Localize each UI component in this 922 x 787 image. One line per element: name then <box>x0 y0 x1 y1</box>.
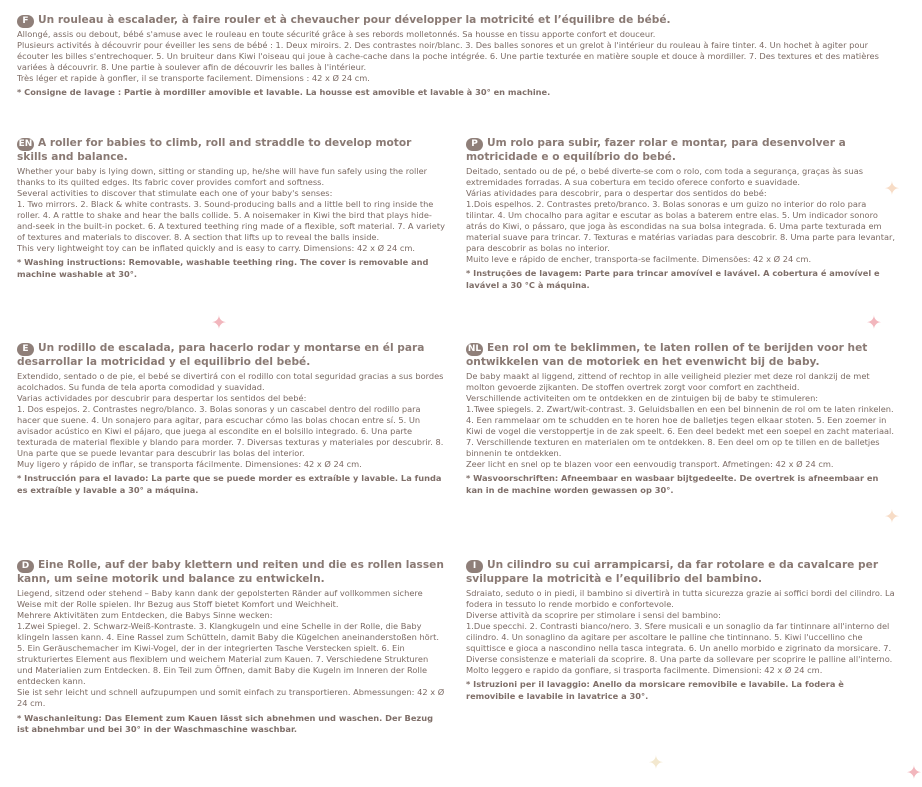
language-badge: D <box>17 560 34 573</box>
language-badge: I <box>466 560 483 573</box>
section-spanish <box>17 342 445 497</box>
section-title <box>17 342 445 370</box>
section-french <box>17 14 897 99</box>
body-paragraph: Muito leve e rápido de encher, transporta-se facilmente. Dimensões: 42 x Ø 24 cm. <box>466 254 812 265</box>
language-badge: P <box>466 138 483 151</box>
body-paragraph: Deitado, sentado ou de pé, o bebé diverte-se com o rolo, com toda a segurança, graças às suas extremidades forradas. A sua cobertura em tecido oferece conforto e suavidade. <box>466 165 864 187</box>
section-english <box>17 137 445 280</box>
section-title-text: Un cilindro su cui arrampicarsi, da far rotolare e da cavalcare per sviluppare la motricità e l’equilibrio del bambino. <box>466 559 879 585</box>
section-title <box>466 559 896 587</box>
section-body <box>17 29 897 84</box>
section-title <box>17 137 445 165</box>
section-title-text: Un rodillo de escalada, para hacerlo rodar y montarse en él para desarrollar la motricidad y el equilibrio del bebé. <box>17 342 425 368</box>
section-title-text: A roller for babies to climb, roll and straddle to develop motor skills and balance. <box>17 137 412 163</box>
body-paragraph: 1.Twee spiegels. 2. Zwart/wit-contrast. 3. Geluidsballen en een bel binnenin de rol om te laten rinkelen. 4. Een rammelaar om te schudden en te horen hoe de balletjes tegen elkaar stoten. 5. Een zoemer in Kiwi de vogel die verstoppertje in de zak speelt. 6. Een deel bedekt met een soepel en zacht materiaal. 7. Verschillende texturen en materialen om te ontdekken. 8. Een deel om op te tillen en de balletjes binnenin te ontdekken. <box>466 403 894 459</box>
body-paragraph: Muy ligero y rápido de inflar, se transporta fácilmente. Dimensiones: 42 x Ø 24 cm. <box>17 459 362 470</box>
washing-instructions: * Waschanleitung: Das Element zum Kauen lässt sich abnehmen und waschen. Der Bezug ist abnehmbar und bei 30° in der Waschmaschine waschbar. <box>17 712 434 735</box>
star-decoration-icon: ✦ <box>884 178 900 200</box>
washing-instructions: * Istruzioni per il lavaggio: Anello da morsicare removibile e lavabile. La fodera è removibile e lavabile in lavatrice a 30°. <box>466 679 844 701</box>
body-paragraph: Whether your baby is lying down, sitting or standing up, he/she will have fun safely using the roller thanks to its quilted edges. Its fabric cover provides comfort and softness. <box>17 165 428 187</box>
section-body <box>17 371 445 471</box>
body-paragraph: Plusieurs activités à découvrir pour éveiller les sens de bébé : 1. Deux miroirs. 2. Des contrastes noir/blanc. 3. Des balles sonores et un grelot à l'intérieur du rouleau à faire tinter. 4. Un hochet à agiter pour écouter les billes s'entrechoquer. 5. Un bruiteur dans Kiwi l'oiseau qui joue à cache-cache dans la poche intégrée. 6. Une partie texturée en matière souple et douce à mordiller. 7. Des textures et des matières variées à découvrir. 8. Une partie à soulever afin de découvrir les balles à l'intérieur. <box>17 40 879 73</box>
section-body <box>17 166 445 255</box>
body-paragraph: Mehrere Aktivitäten zum Entdecken, die Babys Sinne wecken: <box>17 609 273 620</box>
washing-instructions: * Washing instructions: Removable, washable teething ring. The cover is removable and machine washable at 30°. <box>17 257 429 279</box>
body-paragraph: Varias actividades por descubrir para despertar los sentidos del bebé: <box>17 392 307 403</box>
section-italian <box>466 559 896 702</box>
language-badge: NL <box>467 344 482 354</box>
body-paragraph: This very lightweight toy can be inflated quickly and is easy to carry. Dimensions: 42 x Ø 24 cm. <box>17 243 416 254</box>
body-paragraph: Zeer licht en snel op te blazen voor een eenvoudig transport. Afmetingen: 42 x Ø 24 cm. <box>466 459 834 470</box>
section-body <box>17 588 445 710</box>
star-decoration-icon: ✦ <box>648 752 664 774</box>
washing-instructions: * Instrucción para el lavado: La parte que se puede morder es extraíble y lavable. La funda es extraíble y lavable a 30° a máquina. <box>17 473 442 495</box>
body-paragraph: Diverse attività da scoprire per stimolare i sensi del bambino: <box>466 609 721 620</box>
body-paragraph: De baby maakt al liggend, zittend of rechtop in alle veiligheid plezier met deze rol dankzij de met molton gevoerde zijkanten. De stoffen overtrek zorgt voor comfort en zachtheid. <box>466 370 870 392</box>
washing-instructions: * Consigne de lavage : Partie à mordiller amovible et lavable. La housse est amovible et lavable à 30° en machine. <box>17 87 551 98</box>
section-dutch <box>466 342 896 497</box>
section-title <box>466 342 896 370</box>
body-paragraph: 1.Dois espelhos. 2. Contrastes preto/branco. 3. Bolas sonoras e um guizo no interior do rolo para tilintar. 4. Um chocalho para agitar e escutar as bolas a baterem entre elas. 5. Um indicador sonoro atrás do Kiwi, o pássaro, que joga às escondidas na sua bolsa integrada. 6. Uma parte texturada em material suave para trincar. 7. Texturas e matérias variadas para descobrir. 8. Uma parte para levantar, para descobrir as bolas no interior. <box>466 198 896 254</box>
section-german <box>17 559 445 736</box>
star-decoration-icon: ✦ <box>906 762 922 784</box>
body-paragraph: Sdraiato, seduto o in piedi, il bambino si divertirà in tutta sicurezza grazie ai soffici bordi del cilindro. La fodera in tessuto lo rende morbido e confortevole. <box>466 587 895 609</box>
section-title <box>17 14 897 28</box>
body-paragraph: 1.Zwei Spiegel. 2. Schwarz-Weiß-Kontraste. 3. Klangkugeln und eine Schelle in der Rolle, die Baby klingeln lassen kann. 4. Eine Rassel zum Schütteln, damit Baby die Kügelchen aneinanderstoßen hört. 5. Ein Geräuschemacher im Kiwi-Vogel, der in der integrierten Tasche Verstecken spielt. 6. Ein strukturiertes Element aus flexiblem und weichem Material zum Kauen. 7. Verschiedene Strukturen und Materialien zum Entdecken. 8. Ein Teil zum Öffnen, damit Baby die Kugeln im Inneren der Rolle entdecken kann. <box>17 620 439 687</box>
section-title <box>17 559 445 587</box>
body-paragraph: Várias atividades para descobrir, para o despertar dos sentidos do bebé: <box>466 187 767 198</box>
section-title-text: Een rol om te beklimmen, te laten rollen of te berijden voor het ontwikkelen van de motoriek en het evenwicht bij de baby. <box>466 342 868 368</box>
star-decoration-icon: ✦ <box>884 506 900 528</box>
language-badge: EN <box>18 139 33 149</box>
section-portuguese <box>466 137 896 292</box>
washing-instructions: * Instruções de lavagem: Parte para trincar amovível e lavável. A cobertura é amovível e lavável a 30 °C à máquina. <box>466 268 880 290</box>
body-paragraph: Sie ist sehr leicht und schnell aufzupumpen und somit einfach zu transportieren. Abmessungen: 42 x Ø 24 cm. <box>17 687 445 709</box>
body-paragraph: Several activities to discover that stimulate each one of your baby's senses: <box>17 187 333 198</box>
language-badge: E <box>17 343 34 356</box>
body-paragraph: Molto leggero e rapido da gonfiare, si trasporta facilmente. Dimensioni: 42 x Ø 24 cm. <box>466 665 823 676</box>
section-title-text: Eine Rolle, auf der baby klettern und reiten und die es rollen lassen kann, um seine motorik und balance zu entwickeln. <box>17 559 444 585</box>
body-paragraph: 1. Two mirrors. 2. Black & white contrasts. 3. Sound-producing balls and a little bell to ring inside the roller. 4. A rattle to shake and hear the balls collide. 5. A noisemaker in Kiwi the bird that plays hide-and-seek in the built-in pocket. 6. A textured teething ring made of a flexible, soft material. 7. A variety of textures and materials to discover. 8. A section that lifts up to reveal the balls inside. <box>17 198 445 243</box>
washing-instructions: * Wasvoorschriften: Afneembaar en wasbaar bijtgedeelte. De overtrek is afneembaar en kan in de machine worden gewassen op 30°. <box>466 473 879 495</box>
star-decoration-icon: ✦ <box>211 312 227 334</box>
section-body <box>466 371 896 471</box>
body-paragraph: Allongé, assis ou debout, bébé s'amuse avec le rouleau en toute sécurité grâce à ses rebords molletonnés. Sa housse en tissu apporte confort et douceur. <box>17 29 656 39</box>
body-paragraph: 1. Dos espejos. 2. Contrastes negro/blanco. 3. Bolas sonoras y un cascabel dentro del rodillo para hacer que suene. 4. Un sonajero para agitar, para escuchar cómo las bolas chocan entre sí. 5. Un avisador acústico en Kiwi el pájaro, que juega al escondite en el bolsillo integrado. 6. Una parte texturada de material flexible y blando para morder. 7. Diversas texturas y materiales por descubrir. 8. Una parte que se puede levantar para descubrir las bolas del interior. <box>17 403 444 459</box>
body-paragraph: Verschillende activiteiten om te ontdekken en de zintuigen bij de baby te stimuleren: <box>466 392 819 403</box>
body-paragraph: Extendido, sentado o de pie, el bebé se divertirá con el rodillo con total seguridad gracias a sus bordes acolchados. Su funda de tela aporta comodidad y suavidad. <box>17 370 444 392</box>
section-body <box>466 588 896 677</box>
section-title-text: Un rouleau à escalader, à faire rouler et à chevaucher pour développer la motricité et l’équilibre de bébé. <box>38 14 671 26</box>
star-decoration-icon: ✦ <box>866 312 882 334</box>
body-paragraph: Liegend, sitzend oder stehend – Baby kann dank der gepolsterten Ränder auf vollkommen sichere Weise mit der Rolle spielen. Ihr Bezug aus Stoff bietet Komfort und Weichheit. <box>17 587 423 609</box>
section-body <box>466 166 896 266</box>
body-paragraph: 1.Due specchi. 2. Contrasti bianco/nero. 3. Sfere musicali e un sonaglio da far tintinnare all'interno del cilindro. 4. Un sonaglino da agitare per ascoltare le palline che tintinnano. 5. Kiwi l'uccellino che squittisce e gioca a nascondino nella tasca integrata. 6. Un anello morbido e zigrinato da morsicare. 7. Diverse consistenze e materiali da scoprire. 8. Una parte da sollevare per scoprire le palline all'interno. <box>466 620 893 665</box>
section-title <box>466 137 896 165</box>
language-badge: F <box>17 15 34 28</box>
body-paragraph: Très léger et rapide à gonfler, il se transporte facilement. Dimensions : 42 x Ø 24 cm. <box>17 73 370 84</box>
section-title-text: Um rolo para subir, fazer rolar e montar, para desenvolver a motricidade e o equilíbrio do bebé. <box>466 137 846 163</box>
